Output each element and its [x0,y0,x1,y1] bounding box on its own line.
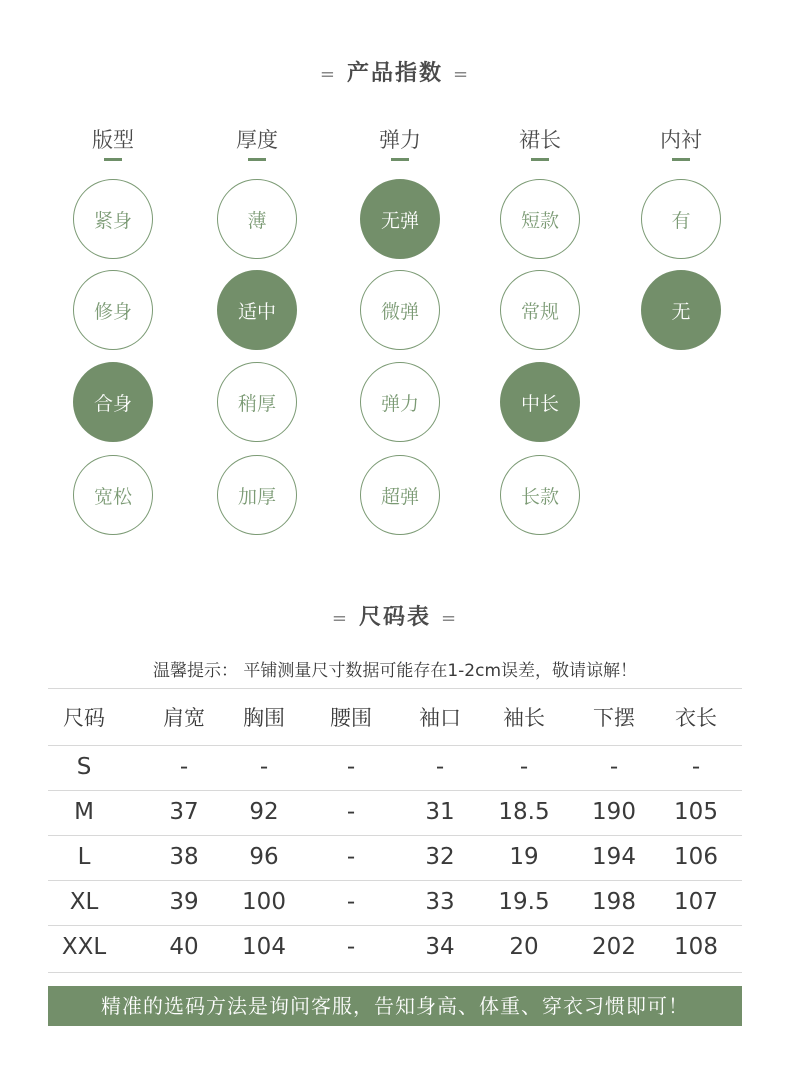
table-header-cell: 尺码 [63,706,105,730]
table-cell: - [609,754,619,780]
index-option: 稍厚 [217,362,297,442]
table-row [48,880,742,925]
table-row [48,745,742,790]
table-cell: 105 [674,799,718,825]
table-cell: 194 [592,844,636,870]
table-cell: 38 [169,844,199,870]
table-cell: 106 [674,844,718,870]
table-cell: 34 [425,934,455,960]
table-cell: - [519,754,529,780]
table-cell: - [259,754,269,780]
index-option: 加厚 [217,455,297,535]
index-option: 弹力 [360,362,440,442]
table-cell: - [691,754,701,780]
index-option: 紧身 [73,179,153,259]
table-cell: XL [69,889,99,915]
table-cell: - [346,934,356,960]
title-deco-right: = [441,608,459,629]
table-cell: - [346,754,356,780]
index-option: 有 [641,179,721,259]
title-deco-right: = [453,64,471,85]
table-cell: 92 [249,799,279,825]
title-deco-left: = [331,608,349,629]
table-cell: 202 [592,934,636,960]
table-header-cell: 肩宽 [163,706,205,730]
table-cell: 198 [592,889,636,915]
index-option: 长款 [500,455,580,535]
table-cell: S [76,754,92,780]
table-cell: M [74,799,94,825]
product-index-title-text: 产品指数 [346,61,443,86]
table-cell: 108 [674,934,718,960]
table-divider [48,688,742,689]
index-option-selected: 合身 [73,362,153,442]
index-column-header: 厚度 [236,128,278,152]
table-cell: L [77,844,91,870]
index-option-selected: 无 [641,270,721,350]
table-cell: 39 [169,889,199,915]
table-cell: 190 [592,799,636,825]
index-option-selected: 适中 [217,270,297,350]
table-row [48,790,742,835]
table-header-cell: 胸围 [243,706,285,730]
table-cell: - [435,754,445,780]
table-cell: - [346,799,356,825]
index-option: 宽松 [73,455,153,535]
table-cell: 40 [169,934,199,960]
table-cell: XXL [61,934,107,960]
index-column-underline [104,158,122,161]
sizing-advice-banner: 精准的选码方法是询问客服，告知身高、体重、穿衣习惯即可！ [48,986,742,1026]
index-option: 薄 [217,179,297,259]
size-chart-title-text: 尺码表 [358,605,431,630]
table-cell: - [346,889,356,915]
table-header-row [48,696,742,741]
table-divider [48,972,742,973]
table-cell: 19 [509,844,539,870]
index-column-underline [391,158,409,161]
table-cell: 96 [249,844,279,870]
size-chart-title [0,600,790,631]
product-index-title [0,56,790,87]
table-cell: 20 [509,934,539,960]
table-header-cell: 袖口 [419,706,461,730]
measurement-tip: 温馨提示： 平铺测量尺寸数据可能存在1-2cm误差，敬请谅解！ [152,661,638,681]
index-column-header: 弹力 [379,128,421,152]
index-option-selected: 无弹 [360,179,440,259]
table-cell: 100 [242,889,286,915]
index-column-header: 版型 [92,128,134,152]
table-cell: 104 [242,934,286,960]
table-cell: 33 [425,889,455,915]
table-cell: 18.5 [498,799,550,825]
table-cell: 37 [169,799,199,825]
index-option-selected: 中长 [500,362,580,442]
table-cell: 32 [425,844,455,870]
table-cell: 107 [674,889,718,915]
table-row [48,835,742,880]
index-column-underline [531,158,549,161]
index-column-underline [248,158,266,161]
table-cell: 19.5 [498,889,550,915]
index-option: 微弹 [360,270,440,350]
table-cell: - [179,754,189,780]
table-header-cell: 衣长 [675,706,717,730]
index-column-header: 裙长 [519,128,561,152]
table-cell: 31 [425,799,455,825]
index-column-header: 内衬 [660,128,702,152]
table-header-cell: 腰围 [330,706,372,730]
table-header-cell: 下摆 [593,706,635,730]
index-option: 短款 [500,179,580,259]
index-option: 超弹 [360,455,440,535]
index-option: 修身 [73,270,153,350]
table-row [48,925,742,970]
index-option: 常规 [500,270,580,350]
index-column-underline [672,158,690,161]
table-cell: - [346,844,356,870]
table-header-cell: 袖长 [503,706,545,730]
title-deco-left: = [319,64,337,85]
